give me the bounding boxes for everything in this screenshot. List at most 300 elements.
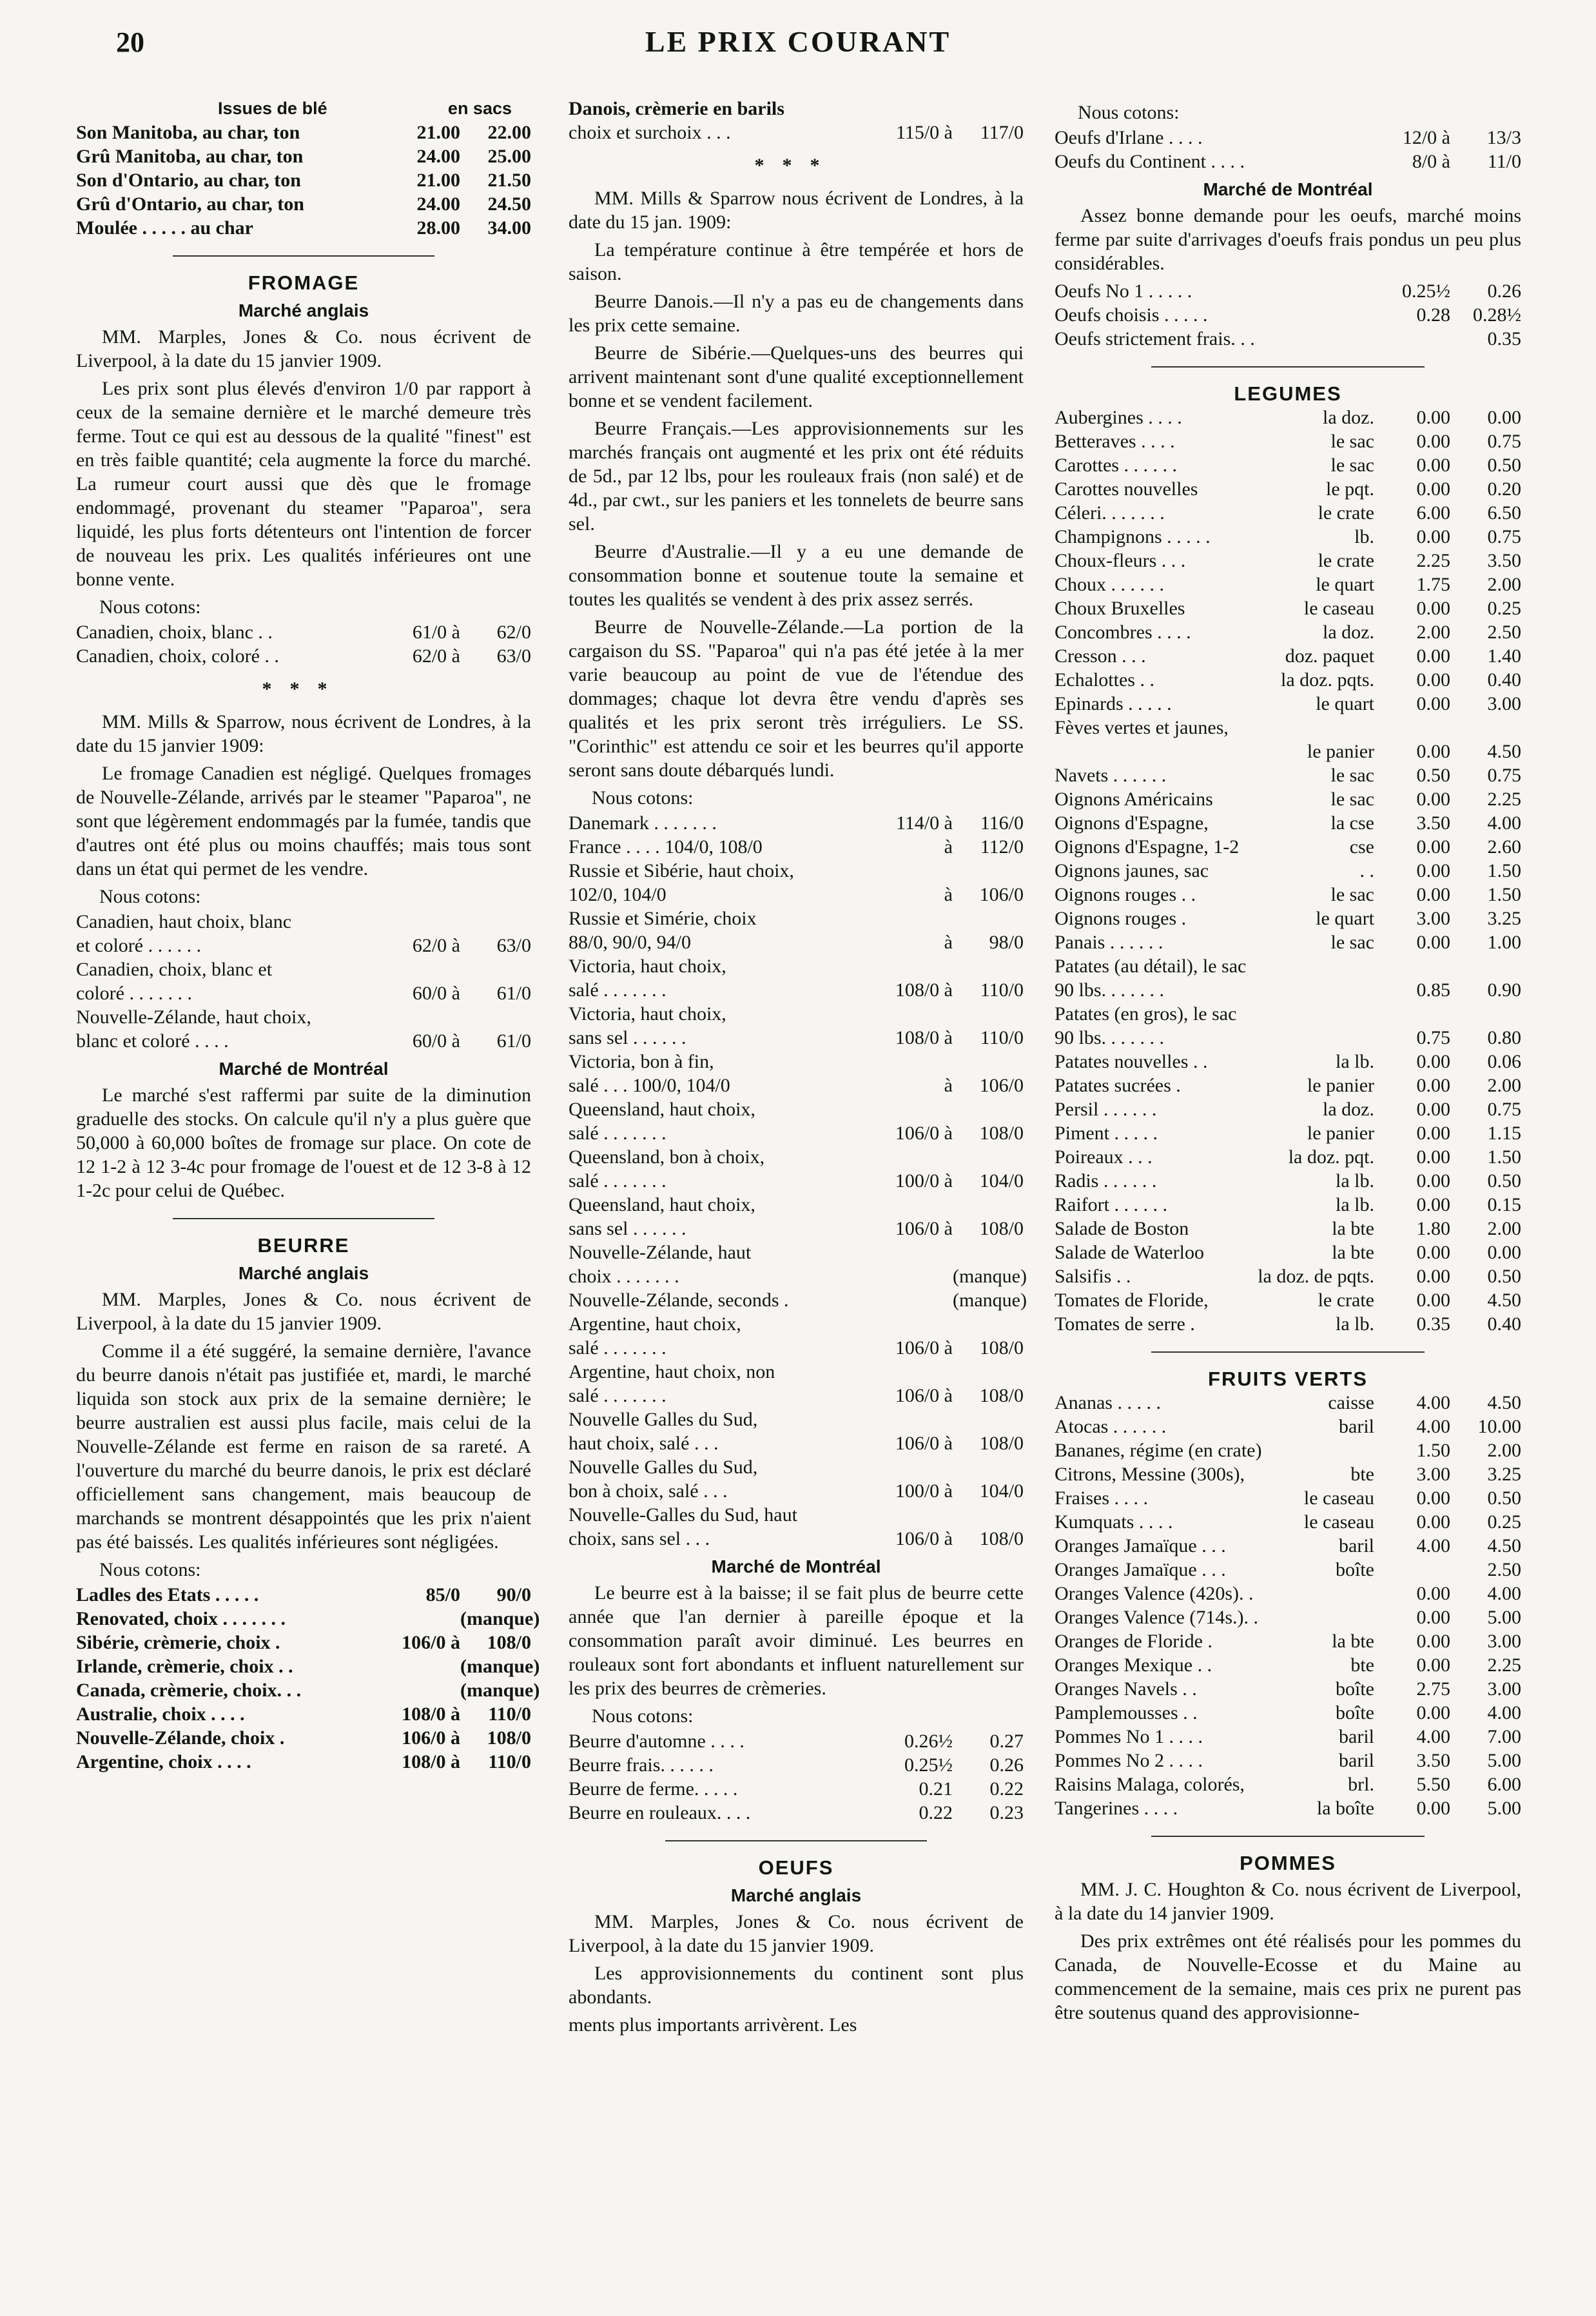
price-high: 112/0 xyxy=(980,836,1024,858)
produce-row xyxy=(1055,930,1521,954)
price-row-label: France . . . . 104/0, 108/0 xyxy=(569,836,763,858)
price-low: 28.00 xyxy=(416,217,460,239)
price-row-label: Oeufs choisis . . . . . xyxy=(1055,304,1208,326)
price-high: 0.50 xyxy=(1487,1170,1521,1192)
produce-row xyxy=(1055,596,1521,620)
produce-unit: le sac xyxy=(1330,884,1374,905)
price-low: 5.50 xyxy=(1416,1774,1450,1795)
section-heading: POMMES xyxy=(1240,1852,1336,1874)
market-subheading: Marché de Montréal xyxy=(711,1556,881,1576)
price-low: 3.50 xyxy=(1416,812,1450,834)
price-low: 0.21 xyxy=(919,1778,953,1800)
price-low: 100/0 à xyxy=(895,1170,953,1192)
price-low: 106/0 à xyxy=(402,1632,460,1653)
produce-name: Ananas . . . . . xyxy=(1055,1392,1161,1413)
price-low: 0.00 xyxy=(1416,526,1450,547)
produce-row xyxy=(1055,1582,1521,1605)
produce-unit: baril xyxy=(1339,1416,1374,1437)
paragraph: Beurre Français.—Les approvisionnements sur les marchés français ont augmenté et les prix ont été réduits de 5d., par 12 lbs, pour les rouleaux frais (non salé) et de 4d., par cwt., sur les paniers et les tonnelets de beurre sans sel. xyxy=(569,418,1024,535)
produce-unit: boîte xyxy=(1336,1702,1374,1723)
produce-unit: le quart xyxy=(1316,693,1374,714)
produce-name: Cresson . . . xyxy=(1055,645,1146,667)
produce-unit: le panier xyxy=(1307,1123,1374,1144)
produce-name: Citrons, Messine (300s), xyxy=(1055,1464,1245,1485)
produce-row xyxy=(1055,907,1521,930)
price-low: 3.00 xyxy=(1416,1464,1450,1485)
produce-row xyxy=(1055,787,1521,811)
price-low: 0.00 xyxy=(1416,1242,1450,1263)
price-high: 0.50 xyxy=(1487,1266,1521,1287)
price-row xyxy=(76,934,531,957)
price-row-label: bon à choix, salé . . . xyxy=(569,1480,728,1502)
price-high: 2.00 xyxy=(1487,1218,1521,1239)
produce-name: Carottes . . . . . . xyxy=(1055,455,1177,476)
market-subheading: Marché anglais xyxy=(238,1263,369,1283)
price-row xyxy=(569,1527,1024,1551)
item-label-line: Victoria, bon à fin, xyxy=(569,1051,714,1072)
price-low: 0.00 xyxy=(1416,1099,1450,1120)
price-low: 0.25½ xyxy=(1402,280,1450,302)
produce-row xyxy=(1055,1415,1521,1438)
price-row-label: Oeufs d'Irlane . . . . xyxy=(1055,127,1203,148)
price-row-label: Son d'Ontario, au char, ton xyxy=(76,170,301,191)
price-high: 108/0 xyxy=(487,1632,531,1653)
produce-name: Pommes No 2 . . . . xyxy=(1055,1750,1203,1771)
price-row-label: choix et surchoix . . . xyxy=(569,122,731,143)
price-high: 106/0 xyxy=(979,884,1024,905)
produce-name: Radis . . . . . . xyxy=(1055,1170,1157,1192)
produce-unit: le caseau xyxy=(1303,1487,1374,1509)
price-low: 0.00 xyxy=(1416,1194,1450,1215)
price-low: 0.22 xyxy=(919,1802,953,1823)
produce-unit: la lb. xyxy=(1336,1051,1374,1072)
price-high: 2.00 xyxy=(1487,1440,1521,1461)
price-row xyxy=(569,1384,1024,1408)
price-low: 108/0 à xyxy=(402,1703,460,1725)
produce-row xyxy=(1055,501,1521,525)
produce-name: Oranges de Floride . xyxy=(1055,1631,1212,1652)
produce-row xyxy=(1055,1121,1521,1145)
price-row-label: salé . . . . . . . xyxy=(569,979,667,1001)
price-high: 4.00 xyxy=(1487,1702,1521,1723)
price-row xyxy=(569,835,1024,859)
price-row-label: Grû Manitoba, au char, ton xyxy=(76,146,304,167)
price-row-label: Sibérie, crèmerie, choix . xyxy=(76,1632,280,1653)
price-high: 0.80 xyxy=(1487,1027,1521,1048)
produce-name: Navets . . . . . . xyxy=(1055,765,1167,786)
price-row-label: Oeufs du Continent . . . . xyxy=(1055,151,1245,172)
issues-unit-label: en sacs xyxy=(447,99,512,118)
price-low: 2.00 xyxy=(1416,622,1450,643)
price-row xyxy=(76,216,531,240)
price-row-label: Canada, crèmerie, choix. . . xyxy=(76,1680,302,1701)
price-low: 0.35 xyxy=(1416,1313,1450,1335)
price-high: 108/0 xyxy=(979,1337,1024,1359)
price-high: 5.00 xyxy=(1487,1607,1521,1628)
price-high: 104/0 xyxy=(979,1170,1024,1192)
produce-unit: bte xyxy=(1350,1654,1374,1676)
price-high: 7.00 xyxy=(1487,1726,1521,1747)
price-row xyxy=(76,1583,531,1607)
paragraph: Les prix sont plus élevés d'environ 1/0 par rapport à ceux de la semaine dernière et le marché demeure très ferme. Tout ce qui est au dessous de la qualité "finest" est en très faible quantité; cela augmente la force du marché. La rumeur court aussi que dès que le fromage endommagé, provenant du steamer "Paparoa", sera liquidé, les plus forts détenteurs ont l'intention de forcer de nouveau les prix. Les qualités inférieures ont une bonne vente. xyxy=(76,378,531,590)
produce-row xyxy=(1055,1534,1521,1558)
produce-row xyxy=(1055,1391,1521,1415)
price-row xyxy=(569,1026,1024,1050)
price-row xyxy=(76,1678,540,1702)
produce-unit: doz. paquet xyxy=(1285,645,1374,667)
item-label-line: Nouvelle-Zélande, haut choix, xyxy=(76,1006,311,1028)
produce-row xyxy=(1055,1796,1521,1820)
produce-row xyxy=(1055,1510,1521,1534)
price-low: 0.00 xyxy=(1416,1511,1450,1533)
price-high: 0.00 xyxy=(1487,1242,1521,1263)
section-divider xyxy=(1151,1351,1425,1353)
produce-unit: . . xyxy=(1359,860,1374,881)
price-high: 6.00 xyxy=(1487,1774,1521,1795)
produce-row xyxy=(1055,1241,1521,1264)
price-high: 0.25 xyxy=(1487,1511,1521,1533)
item-label-line: Victoria, haut choix, xyxy=(569,956,726,977)
price-high: 0.25 xyxy=(1487,598,1521,619)
price-low: 0.00 xyxy=(1416,789,1450,810)
produce-name: Salade de Boston xyxy=(1055,1218,1189,1239)
price-high: 0.35 xyxy=(1487,328,1521,349)
produce-row xyxy=(1055,1264,1521,1288)
paragraph: Le marché s'est raffermi par suite de la diminution graduelle des stocks. On calcule qu'il n'y a plus guère que 50,000 à 60,000 boîtes de fromage sur place. On cote de 12 1-2 à 12 3-4c pour fromage de l'ouest et de 12 3-8 à 12 1-2c pour celui de Québec. xyxy=(76,1084,531,1201)
item-label-line: Nouvelle-Galles du Sud, haut xyxy=(569,1504,797,1526)
price-low: 62/0 à xyxy=(412,645,460,667)
produce-row xyxy=(1055,1725,1521,1749)
price-low: à xyxy=(944,932,953,953)
price-high: 5.00 xyxy=(1487,1750,1521,1771)
price-row xyxy=(76,1607,540,1631)
produce-row xyxy=(1055,668,1521,692)
section-divider xyxy=(173,255,434,257)
price-high: 2.50 xyxy=(1487,622,1521,643)
produce-unit: la doz. xyxy=(1323,407,1374,428)
price-row xyxy=(569,811,1024,835)
quote-intro: Nous cotons: xyxy=(99,596,201,618)
price-high: 0.90 xyxy=(1487,979,1521,1001)
paragraph: Des prix extrêmes ont été réalisés pour les pommes du Canada, de Nouvelle-Ecosse et du Maine au commencement de la semaine, mais ces prix ne purent pas être soutenus quand des approvisionne- xyxy=(1055,1930,1521,2023)
price-high: (manque) xyxy=(953,1290,1027,1311)
price-low: 62/0 à xyxy=(412,935,460,956)
price-low: 106/0 à xyxy=(895,1433,953,1454)
section-stars: *** xyxy=(754,155,838,176)
price-row-label: Beurre d'automne . . . . xyxy=(569,1731,744,1752)
price-row xyxy=(76,1750,531,1774)
produce-name: Patates nouvelles . . xyxy=(1055,1051,1208,1072)
produce-unit: bte xyxy=(1350,1464,1374,1485)
page-title: LE PRIX COURANT xyxy=(645,25,951,58)
price-high: 0.20 xyxy=(1487,478,1521,500)
price-row xyxy=(76,1631,531,1654)
price-low: 21.00 xyxy=(416,122,460,143)
price-high: 4.00 xyxy=(1487,1583,1521,1604)
produce-row xyxy=(1055,1629,1521,1653)
produce-row xyxy=(1055,429,1521,453)
price-high: 1.40 xyxy=(1487,645,1521,667)
price-low: 0.00 xyxy=(1416,1170,1450,1192)
price-low: 114/0 à xyxy=(895,812,953,834)
market-subheading: Marché anglais xyxy=(730,1885,862,1905)
produce-name: Tangerines . . . . xyxy=(1055,1798,1178,1819)
produce-unit: boîte xyxy=(1336,1559,1374,1580)
price-row xyxy=(1055,126,1521,150)
price-row xyxy=(1055,303,1521,327)
produce-name: Piment . . . . . xyxy=(1055,1123,1158,1144)
price-high: 2.00 xyxy=(1487,574,1521,595)
produce-unit: le sac xyxy=(1330,455,1374,476)
produce-row xyxy=(1055,1217,1521,1241)
section-divider xyxy=(173,1218,434,1219)
produce-row xyxy=(1055,1462,1521,1486)
produce-name: Oignons rouges . xyxy=(1055,908,1187,929)
produce-unit: le sac xyxy=(1330,789,1374,810)
price-high: 1.15 xyxy=(1487,1123,1521,1144)
price-high: 116/0 xyxy=(980,812,1024,834)
produce-row xyxy=(1055,1701,1521,1725)
produce-name: Oignons rouges . . xyxy=(1055,884,1196,905)
price-low: 0.26½ xyxy=(904,1731,953,1752)
price-high: 0.75 xyxy=(1487,526,1521,547)
produce-row xyxy=(1055,1288,1521,1312)
produce-unit: la doz. pqts. xyxy=(1281,669,1374,691)
produce-name: Oignons d'Espagne, xyxy=(1055,812,1209,834)
column-left xyxy=(76,97,540,2303)
price-row xyxy=(569,1121,1024,1145)
price-high: (manque) xyxy=(460,1608,540,1629)
produce-row xyxy=(1055,620,1521,644)
price-low: à xyxy=(944,1075,953,1096)
produce-name: Oranges Valence (420s). . xyxy=(1055,1583,1254,1604)
price-row-label: Beurre en rouleaux. . . . xyxy=(569,1802,751,1823)
price-row-label: Nouvelle-Zélande, choix . xyxy=(76,1727,285,1749)
price-high: 13/3 xyxy=(1486,127,1521,148)
price-high: 63/0 xyxy=(496,645,531,667)
price-high: 3.50 xyxy=(1487,550,1521,571)
price-high: 0.26 xyxy=(1487,280,1521,302)
price-high: 0.28½ xyxy=(1473,304,1521,326)
price-row xyxy=(76,192,531,216)
price-low: 0.00 xyxy=(1416,884,1450,905)
price-low: 3.00 xyxy=(1416,908,1450,929)
price-high: 0.75 xyxy=(1487,431,1521,452)
produce-name: 90 lbs. . . . . . . xyxy=(1055,1027,1165,1048)
price-row xyxy=(569,1288,1027,1312)
price-high: 108/0 xyxy=(979,1218,1024,1239)
produce-unit: boîte xyxy=(1336,1678,1374,1700)
produce-name: Tomates de serre . xyxy=(1055,1313,1195,1335)
price-row xyxy=(569,1801,1024,1825)
price-high: 108/0 xyxy=(979,1123,1024,1144)
price-low: 24.00 xyxy=(416,146,460,167)
price-low: 115/0 à xyxy=(895,122,953,143)
item-label-line: ments plus importants arrivèrent. Les xyxy=(569,2014,857,2036)
price-row-label: salé . . . . . . . xyxy=(569,1337,667,1359)
price-low: 0.00 xyxy=(1416,1146,1450,1168)
price-row xyxy=(76,168,531,192)
price-high: 61/0 xyxy=(496,1030,531,1052)
produce-row xyxy=(1055,525,1521,549)
price-high: 4.00 xyxy=(1487,812,1521,834)
produce-name: Pommes No 1 . . . . xyxy=(1055,1726,1203,1747)
price-low: 0.75 xyxy=(1416,1027,1450,1048)
price-high: 2.00 xyxy=(1487,1075,1521,1096)
produce-row xyxy=(1055,1653,1521,1677)
paragraph: MM. Marples, Jones & Co. nous écrivent de Liverpool, à la date du 15 janvier 1909. xyxy=(76,326,531,371)
item-label-line: Queensland, haut choix, xyxy=(569,1194,755,1215)
price-row xyxy=(569,1777,1024,1801)
produce-unit: la lb. xyxy=(1336,1170,1374,1192)
paragraph: Beurre de Nouvelle-Zélande.—La portion de la cargaison du SS. "Paparoa" qui n'a pas été jetée à la mer varie beaucoup au point de vue de l'étendue des dommages; chaque lot devra être vendu d'après ses qualités et les prix seront très irréguliers. Le SS. "Corinthic" est attendu ce soir et les beurres qu'il apporte seront sans doute débarqués lundi. xyxy=(569,616,1024,781)
section-heading: FROMAGE xyxy=(248,271,360,294)
price-row-label: 102/0, 104/0 xyxy=(569,884,667,905)
item-label-line: Victoria, haut choix, xyxy=(569,1003,726,1025)
produce-unit: caisse xyxy=(1328,1392,1374,1413)
price-low: 108/0 à xyxy=(895,1027,953,1048)
price-row xyxy=(1055,150,1521,173)
price-high: 110/0 xyxy=(488,1751,531,1772)
item-label-line: Argentine, haut choix, non xyxy=(569,1361,775,1382)
price-row xyxy=(76,1029,531,1053)
price-high: 0.23 xyxy=(989,1802,1024,1823)
produce-unit: baril xyxy=(1339,1750,1374,1771)
paragraph: Le beurre est à la baisse; il se fait plus de beurre cette année que l'an dernier à pareille époque et la consommation paraît avoir diminué. Les beurres en rouleaux sont fort abondants et influent naturellement sur les prix des beurres de crèmeries. xyxy=(569,1582,1024,1699)
price-row xyxy=(76,121,531,144)
price-high: (manque) xyxy=(460,1656,540,1677)
market-subheading: Marché anglais xyxy=(238,300,369,320)
price-high: 90/0 xyxy=(496,1584,531,1605)
produce-name: Pamplemousses . . xyxy=(1055,1702,1198,1723)
produce-row xyxy=(1055,1050,1521,1074)
price-high: 0.22 xyxy=(989,1778,1024,1800)
item-label-line: Queensland, bon à choix, xyxy=(569,1146,765,1168)
price-row xyxy=(76,620,531,644)
price-low: 0.00 xyxy=(1416,693,1450,714)
produce-unit: lb. xyxy=(1354,526,1374,547)
price-high: 4.50 xyxy=(1487,741,1521,762)
price-high: 98/0 xyxy=(989,932,1024,953)
price-high: 110/0 xyxy=(980,1027,1024,1048)
produce-unit: la bte xyxy=(1332,1218,1374,1239)
price-low: 0.00 xyxy=(1416,598,1450,619)
quote-intro: Nous cotons: xyxy=(592,787,694,809)
produce-unit: le sac xyxy=(1330,431,1374,452)
quote-intro: Nous cotons: xyxy=(99,886,201,907)
price-row xyxy=(569,1431,1024,1455)
produce-unit: le crate xyxy=(1318,1290,1374,1311)
produce-unit: le quart xyxy=(1316,908,1374,929)
price-row-label: et coloré . . . . . . xyxy=(76,935,202,956)
price-high: 1.50 xyxy=(1487,884,1521,905)
price-high: 3.00 xyxy=(1487,1631,1521,1652)
produce-name: Tomates de Floride, xyxy=(1055,1290,1209,1311)
price-row xyxy=(76,981,531,1005)
price-low: 106/0 à xyxy=(895,1337,953,1359)
item-label-line: Argentine, haut choix, xyxy=(569,1313,741,1335)
price-high: 11/0 xyxy=(1487,151,1521,172)
price-row-label: Moulée . . . . . au char xyxy=(76,217,253,239)
produce-unit: la doz. pqt. xyxy=(1288,1146,1374,1168)
price-row-label: Son Manitoba, au char, ton xyxy=(76,122,300,143)
price-low: 0.00 xyxy=(1416,1654,1450,1676)
produce-name: Carottes nouvelles xyxy=(1055,478,1198,500)
price-high: 2.50 xyxy=(1487,1559,1521,1580)
price-row xyxy=(76,1726,531,1750)
price-row-label: Oeufs No 1 . . . . . xyxy=(1055,280,1192,302)
column-right xyxy=(1055,97,1521,2303)
price-low: 2.25 xyxy=(1416,550,1450,571)
section-stars: *** xyxy=(262,678,345,700)
price-high: 61/0 xyxy=(496,983,531,1004)
produce-name: Oranges Jamaïque . . . xyxy=(1055,1559,1226,1580)
price-high: 4.50 xyxy=(1487,1535,1521,1556)
produce-name: Salsifis . . xyxy=(1055,1266,1131,1287)
price-high: 4.50 xyxy=(1487,1392,1521,1413)
produce-row xyxy=(1055,1169,1521,1193)
section-heading: FRUITS VERTS xyxy=(1208,1368,1368,1390)
section-divider xyxy=(1151,1836,1425,1837)
produce-unit: baril xyxy=(1339,1535,1374,1556)
produce-name: Oranges Jamaïque . . . xyxy=(1055,1535,1226,1556)
item-label-line: Nouvelle-Zélande, haut xyxy=(569,1242,752,1263)
price-row-label: Nouvelle-Zélande, seconds . xyxy=(569,1290,789,1311)
paragraph: MM. J. C. Houghton & Co. nous écrivent de Liverpool, à la date du 14 janvier 1909. xyxy=(1055,1879,1521,1924)
price-high: 104/0 xyxy=(979,1480,1024,1502)
paragraph: MM. Marples, Jones & Co. nous écrivent de Liverpool, à la date du 15 janvier 1909. xyxy=(76,1289,531,1334)
price-low: 0.00 xyxy=(1416,455,1450,476)
price-low: 0.00 xyxy=(1416,1123,1450,1144)
produce-row xyxy=(1055,1193,1521,1217)
price-row-label: Australie, choix . . . . xyxy=(76,1703,245,1725)
paragraph: MM. Mills & Sparrow nous écrivent de Londres, à la date du 15 jan. 1909: xyxy=(569,188,1024,233)
price-low: 1.75 xyxy=(1416,574,1450,595)
produce-name: Oranges Valence (714s.). . xyxy=(1055,1607,1259,1628)
price-low: 106/0 à xyxy=(895,1528,953,1549)
price-high: 0.40 xyxy=(1487,669,1521,691)
price-row-label: Canadien, choix, blanc . . xyxy=(76,622,273,643)
produce-row xyxy=(1055,1145,1521,1169)
paragraph: Beurre d'Australie.—Il y a eu une demande de consommation bonne et soutenue toute la semaine et toutes les qualités se vendent à des prix assez serrés. xyxy=(569,541,1024,610)
price-low: 6.00 xyxy=(1416,502,1450,524)
produce-unit: la bte xyxy=(1332,1242,1374,1263)
produce-unit: cse xyxy=(1349,836,1374,858)
price-low: 0.00 xyxy=(1416,836,1450,858)
price-low: 0.00 xyxy=(1416,1487,1450,1509)
price-low: 0.00 xyxy=(1416,1607,1450,1628)
price-low: 0.00 xyxy=(1416,645,1450,667)
price-high: 5.00 xyxy=(1487,1798,1521,1819)
price-low: 61/0 à xyxy=(412,622,460,643)
price-low: 0.00 xyxy=(1416,669,1450,691)
paragraph: Beurre Danois.—Il n'y a pas eu de changements dans les prix cette semaine. xyxy=(569,291,1024,336)
paragraph: La température continue à être tempérée et hors de saison. xyxy=(569,239,1024,284)
price-low: 106/0 à xyxy=(895,1218,953,1239)
price-row xyxy=(1055,327,1521,351)
price-row xyxy=(76,644,531,668)
produce-row xyxy=(1055,692,1521,716)
produce-row xyxy=(1055,1074,1521,1097)
price-high: 1.00 xyxy=(1487,932,1521,953)
price-row-label: blanc et coloré . . . . xyxy=(76,1030,229,1052)
produce-row xyxy=(1055,1605,1521,1629)
quote-intro: Nous cotons: xyxy=(1078,102,1180,123)
price-low: 106/0 à xyxy=(895,1385,953,1406)
column-middle xyxy=(569,97,1027,2303)
paragraph: Assez bonne demande pour les oeufs, marché moins ferme par suite d'arrivages d'oeufs frais pondus un peu plus considérables. xyxy=(1055,205,1521,274)
price-low: à xyxy=(944,836,953,858)
